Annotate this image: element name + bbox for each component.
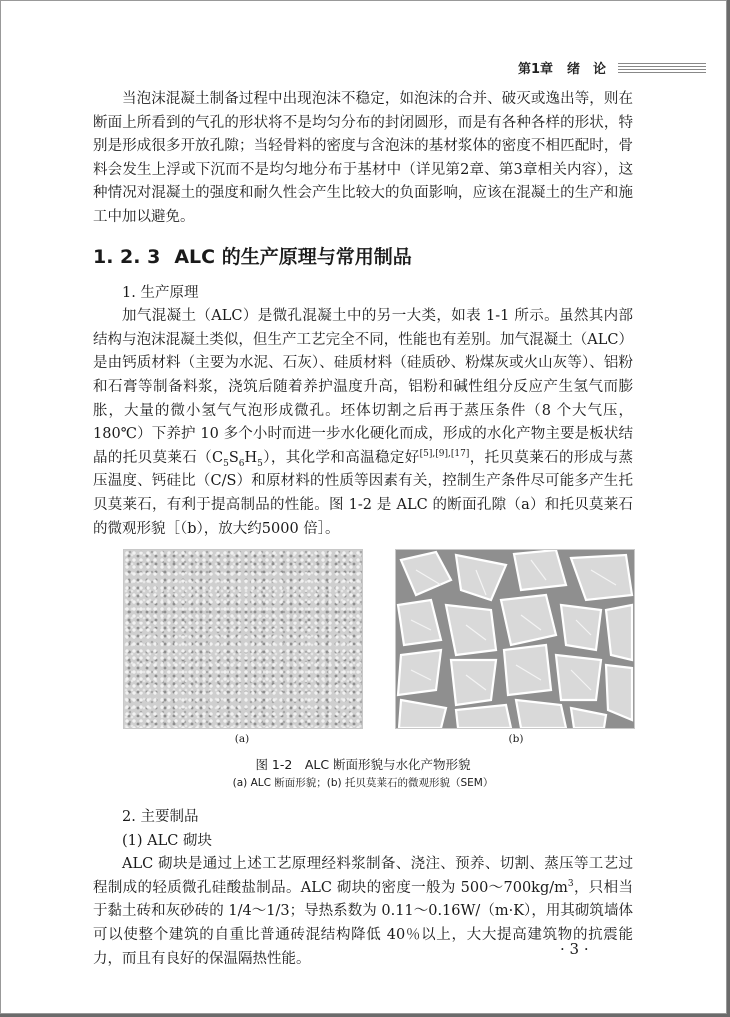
- header-rule: [618, 63, 706, 73]
- page-number: · 3 ·: [560, 940, 589, 958]
- paragraph-alc-principle-part-c: ，托贝莫莱石的形成与蒸压温度、钙硅比（C/S）和原材料的性质等因素有关，控制生产条件尽可能多产生托贝莫莱石，有利于提高制品的性能。图 1-2 是 ALC 的断面孔隙（a）和托贝莫莱石的微观形貌［（b），放大约5000 倍］。: [93, 449, 634, 537]
- header-title: 绪 论: [566, 62, 606, 77]
- tobermorite-sem-photo: [395, 549, 635, 729]
- figure-label-a: (a): [234, 733, 250, 746]
- paragraph-alc-principle-part-a: 加气混凝土（ALC）是微孔混凝土中的另一大类，如表 1-1 所示。虽然其内部结构与泡沫混凝土类似，但生产工艺完全不同，性能也有差别。加气混凝土（ALC）是由钙质材料（主要为水泥、石灰）、硅质材料（硅质砂、粉煤灰或火山灰等）、铝粉和石膏等制备料浆，浇筑后随着养护温度升高，铝粉和碱性组分反应产生氢气而膨胀，大量的微小氢气气泡形成微孔。坯体切割之后再于蒸压条件（8 个大气压，180℃）下养护 10 多个小时而进一步水化硬化而成，形成的水化产物主要是板状结晶的托贝莫莱石（C: [93, 308, 633, 466]
- formula-s: S: [228, 449, 239, 466]
- paragraph-alc-block: [93, 853, 633, 971]
- unit-superscript: 3: [567, 879, 574, 890]
- formula-sub-c: 5: [223, 458, 229, 469]
- paragraph-alc-block-part-a: ALC 砌块是通过上述工艺原理经料浆制备、浇注、预养、切割、蒸压等工艺过程制成的轻质微孔硅酸盐制品。ALC 砌块的密度一般为 500～700kg/m: [93, 856, 633, 896]
- subsection-main-products: 2. 主要制品: [122, 809, 199, 826]
- running-header: [518, 58, 706, 77]
- sem-crystal-pattern: [396, 550, 634, 728]
- section-number: 1. 2. 3: [93, 245, 161, 268]
- formula-h: H: [244, 449, 258, 466]
- subsection-alc-block: (1) ALC 砌块: [122, 832, 212, 849]
- paragraph-alc-principle: [93, 305, 633, 541]
- figure-caption: 图 1-2 ALC 断面形貌与水化产物形貌: [255, 757, 471, 773]
- alc-cross-section-photo: [123, 549, 363, 729]
- subsection-production-principle: 1. 生产原理: [122, 284, 199, 301]
- citation-refs: [5],[9],[17]: [419, 448, 470, 459]
- formula-sub-h: 5: [257, 458, 263, 469]
- paragraph-alc-principle-part-b: ），其化学和高温稳定好: [262, 449, 420, 466]
- figure-panel-labels: [123, 731, 635, 747]
- section-heading: [93, 244, 633, 270]
- paragraph-foam-instability: 当泡沫混凝土制备过程中出现泡沫不稳定，如泡沫的合并、破灭或逸出等，则在断面上所看到的气孔的形状将不是均匀分布的封闭圆形，而是有各种各样的形状，特别是形成很多开放孔隙；当轻骨料的密度与含泡沫的基材浆体的密度不相匹配时，骨料会发生上浮或下沉而不是均匀地分布于基材中（详见第2章、第3章相关内容），这种情况对混凝土的强度和耐久性会产生比较大的负面影响，应该在混凝土的生产和施工中加以避免。: [93, 91, 633, 225]
- figure-subcaption: (a) ALC 断面形貌；(b) 托贝莫莱石的微观形貌（SEM）: [232, 777, 494, 790]
- figure-label-b: (b): [508, 733, 524, 746]
- formula-sub-s: 6: [238, 458, 245, 469]
- section-title: ALC 的生产原理与常用制品: [174, 245, 412, 268]
- paragraph-alc-block-part-b: ，只相当于黏土砖和灰砂砖的 1/4～1/3；导热系数为 0.11～0.16W/（m·K），用其砌筑墙体可以使整个建筑的自重比普通砖混结构降低 40％以上，大大提高建筑物的抗震能力，而且有良好的保温隔热性能。: [93, 879, 633, 967]
- header-chapter: 第1章: [517, 62, 553, 77]
- page-body: [93, 88, 633, 971]
- figure-1-2: [123, 549, 635, 729]
